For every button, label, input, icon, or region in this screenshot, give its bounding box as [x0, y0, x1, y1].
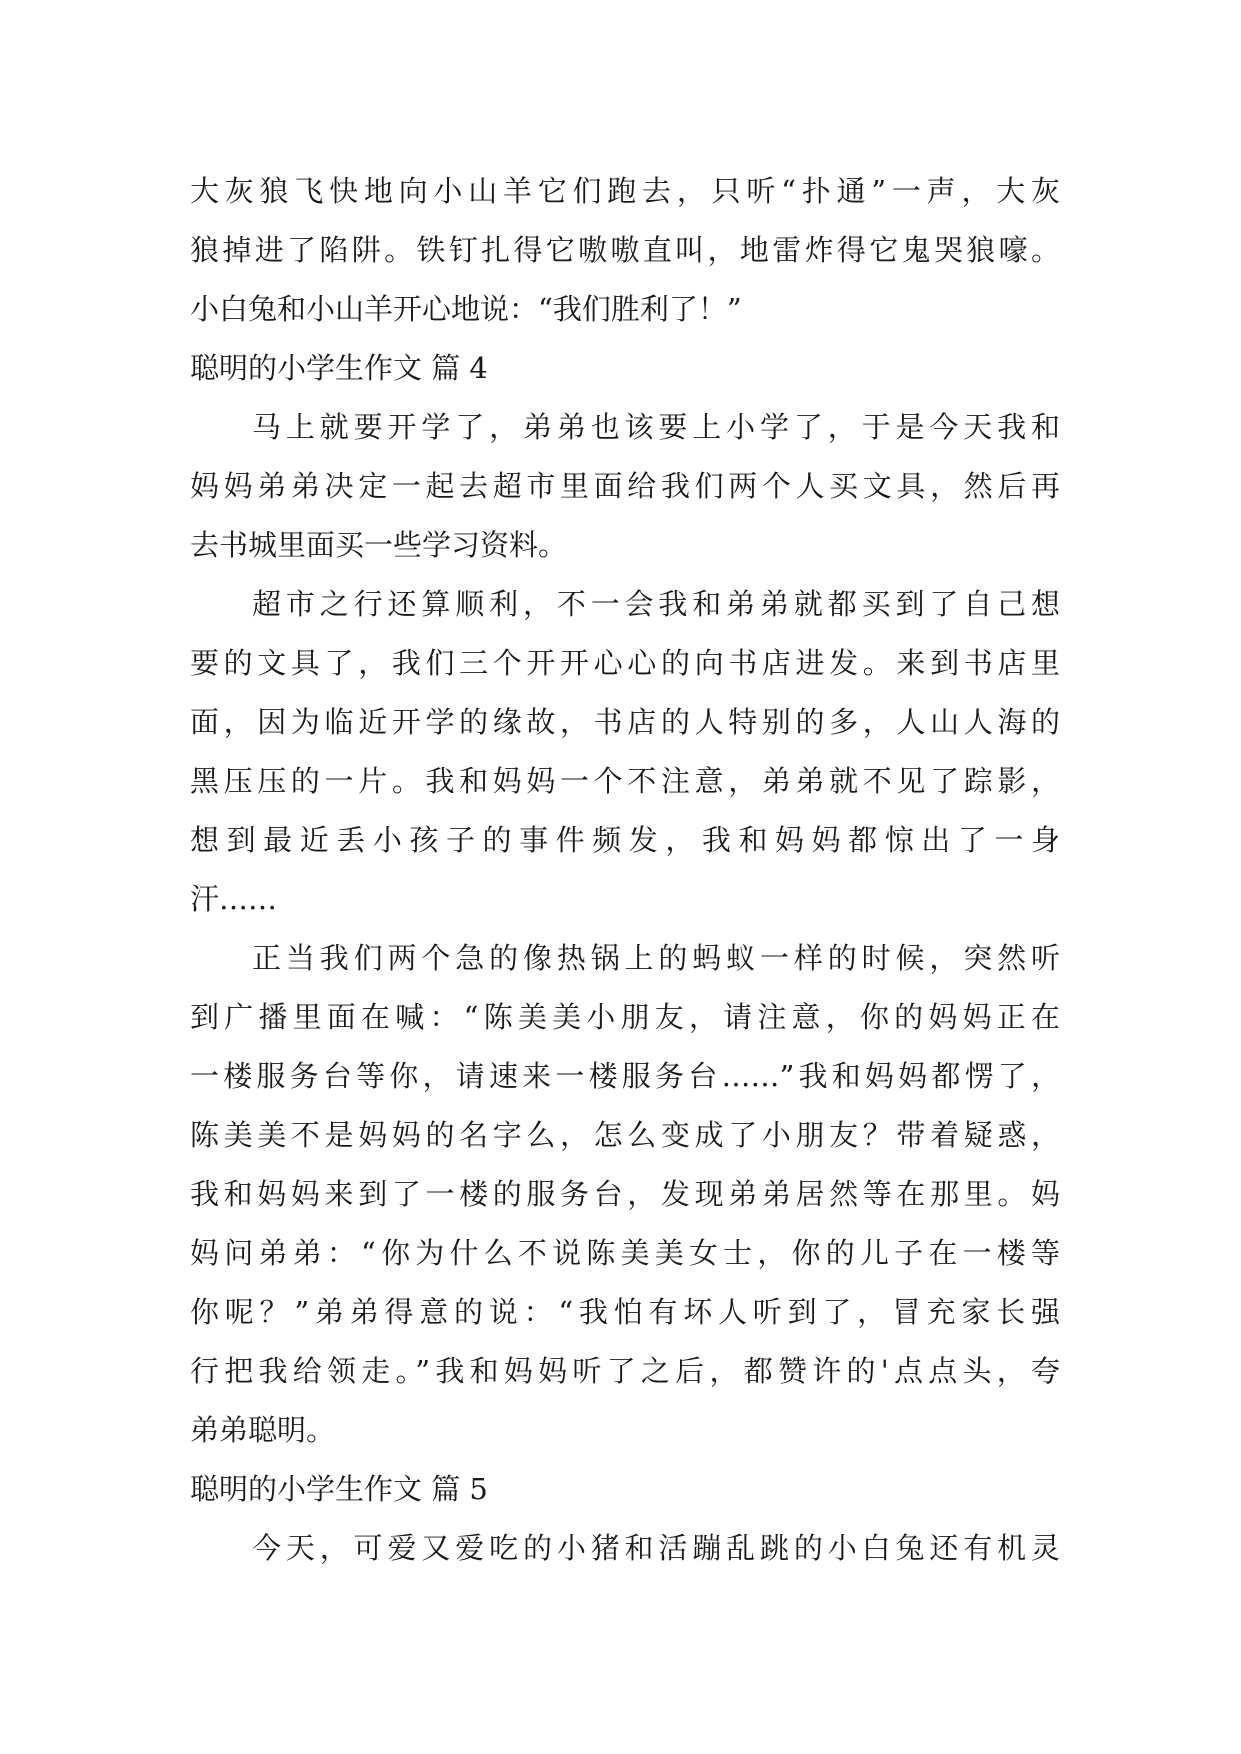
text-line: 我和妈妈来到了一楼的服务台，发现弟弟居然等在那里。妈 [190, 1177, 1060, 1211]
section-heading-5: 聪明的小学生作文 篇 5 [190, 1472, 488, 1506]
text-line: 一楼服务台等你，请速来一楼服务台……”我和妈妈都愣了， [190, 1059, 1060, 1093]
text-line: 黑压压的一片。我和妈妈一个不注意，弟弟就不见了踪影， [190, 764, 1060, 798]
text-line: 你呢？”弟弟得意的说：“我怕有坏人听到了，冒充家长强 [190, 1295, 1060, 1329]
text-line: 大灰狼飞快地向小山羊它们跑去，只听“扑通”一声，大灰 [190, 174, 1060, 208]
document-body [190, 162, 1060, 1578]
text-line: 妈问弟弟：“你为什么不说陈美美女士，你的儿子在一楼等 [190, 1236, 1060, 1270]
text-line: 要的文具了，我们三个开开心心的向书店进发。来到书店里 [190, 646, 1060, 680]
text-line: 去书城里面买一些学习资料。 [190, 528, 568, 562]
paragraph-start: 正当我们两个急的像热锅上的蚂蚁一样的时候，突然听 [252, 941, 1060, 975]
text-line: 到广播里面在喊：“陈美美小朋友，请注意，你的妈妈正在 [190, 1000, 1060, 1034]
text-line: 行把我给领走。”我和妈妈听了之后，都赞许的'点点头，夸 [190, 1354, 1060, 1388]
text-line: 小白兔和小山羊开心地说：“我们胜利了！” [190, 292, 742, 326]
text-line: 面，因为临近开学的缘故，书店的人特别的多，人山人海的 [190, 705, 1060, 739]
text-line: 想到最近丢小孩子的事件频发，我和妈妈都惊出了一身 [190, 823, 1060, 857]
paragraph-start: 今天，可爱又爱吃的小猪和活蹦乱跳的小白兔还有机灵 [252, 1531, 1060, 1565]
text-line: 妈妈弟弟决定一起去超市里面给我们两个人买文具，然后再 [190, 469, 1060, 503]
text-line: 陈美美不是妈妈的名字么，怎么变成了小朋友？带着疑惑， [190, 1118, 1060, 1152]
paragraph-start: 马上就要开学了，弟弟也该要上小学了，于是今天我和 [252, 410, 1060, 444]
text-line: 弟弟聪明。 [190, 1413, 336, 1447]
section-heading-4: 聪明的小学生作文 篇 4 [190, 351, 488, 385]
text-line: 狼掉进了陷阱。铁钉扎得它嗷嗷直叫，地雷炸得它鬼哭狼嚎。 [190, 233, 1060, 267]
text-line: 汗…… [190, 882, 278, 916]
paragraph-start: 超市之行还算顺利，不一会我和弟弟就都买到了自己想 [252, 587, 1060, 621]
